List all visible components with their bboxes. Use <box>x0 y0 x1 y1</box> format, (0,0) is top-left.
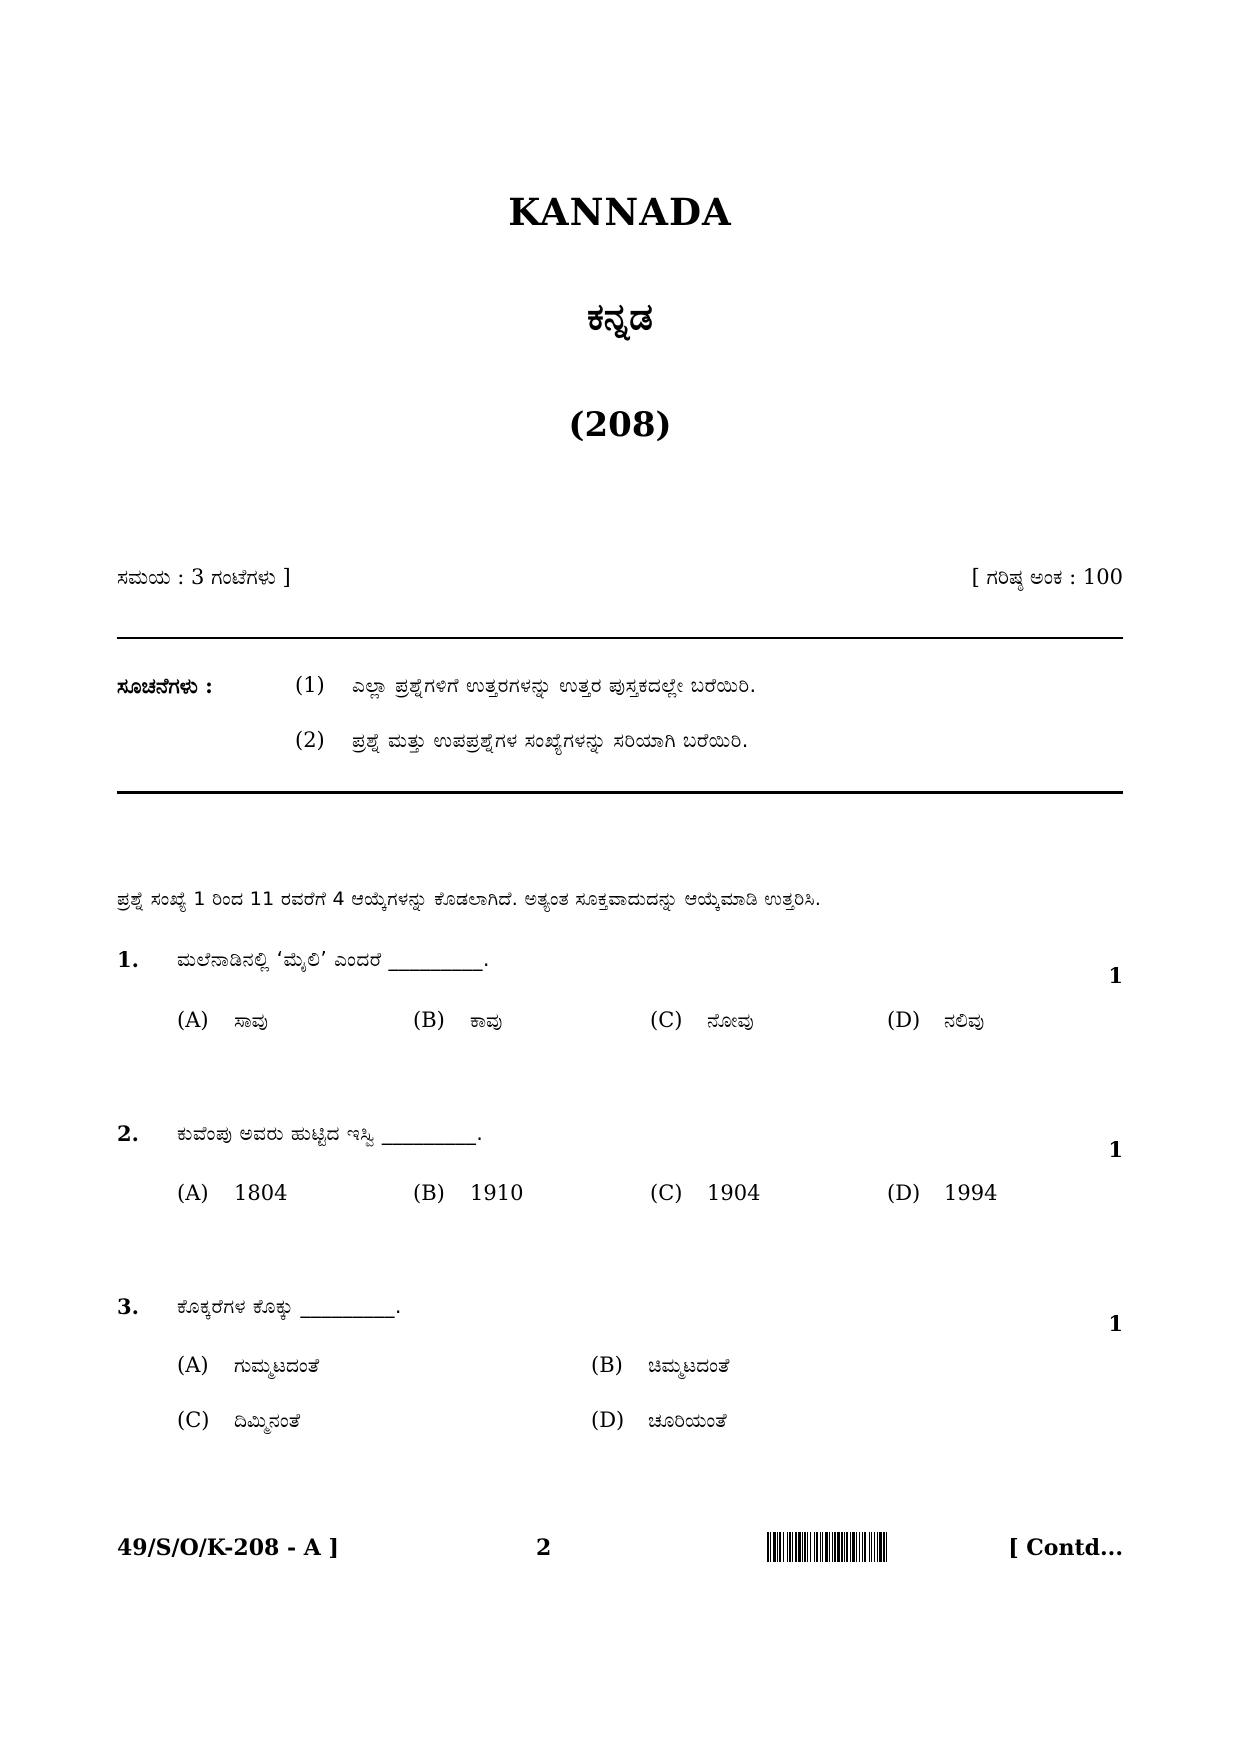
option-label: (C) <box>177 1408 210 1432</box>
option-value: ಚಿಮ್ಮಟದಂತೆ <box>648 1353 730 1377</box>
option-label: (C) <box>650 1008 683 1032</box>
option-label: (A) <box>177 1008 209 1032</box>
title-english: KANNADA <box>508 190 732 234</box>
time-allowed: ಸಮಯ : 3 ಗಂಟೆಗಳು ] <box>117 565 291 589</box>
option-b <box>413 1181 523 1205</box>
subject-code: (208) <box>568 405 672 445</box>
option-a <box>177 1181 287 1205</box>
option-label: (D) <box>591 1408 625 1432</box>
divider-bottom <box>117 791 1123 794</box>
option-value: ಗುಮ್ಮಟದಂತೆ <box>234 1353 320 1377</box>
barcode <box>767 1532 1025 1562</box>
option-label: (B) <box>591 1353 623 1377</box>
option-label: (C) <box>650 1181 683 1205</box>
barcode-bar <box>887 1532 889 1562</box>
option-a <box>177 1008 268 1032</box>
continued-label: [ Contd... <box>1008 1535 1123 1561</box>
option-value: ನೋವು <box>707 1008 754 1032</box>
option-label: (B) <box>413 1008 445 1032</box>
instruction-text: ಎಲ್ಲಾ ಪ್ರಶ್ನೆಗಳಿಗೆ ಉತ್ತರಗಳನ್ನು ಉತ್ತರ ಪುಸ್ತಕದಲ್ಲೇ ಬರೆಯಿರಿ. <box>352 673 757 697</box>
option-b <box>413 1008 502 1032</box>
option-value: 1904 <box>707 1181 761 1205</box>
question-marks: 1 <box>1108 963 1123 988</box>
max-marks: [ ಗರಿಷ್ಠ ಅಂಕ : 100 <box>971 565 1123 589</box>
option-value: ಚೂರಿಯಂತೆ <box>648 1408 727 1432</box>
option-d <box>887 1181 997 1205</box>
option-c <box>650 1181 760 1205</box>
paper-code: 49/S/O/K-208 - A ] <box>117 1535 339 1561</box>
question-marks: 1 <box>1108 1311 1123 1336</box>
instructions-label: ಸೂಚನೆಗಳು : <box>117 673 213 698</box>
question-text: ಮಲೆನಾಡಿನಲ್ಲಿ ‘ಮೈಲಿ’ ಎಂದರೆ _________. <box>177 947 490 971</box>
option-a <box>177 1353 319 1377</box>
instruction-number: (1) <box>295 673 325 697</box>
instruction-text: ಪ್ರಶ್ನೆ ಮತ್ತು ಉಪಪ್ರಶ್ನೆಗಳ ಸಂಖ್ಯೆಗಳನ್ನು ಸರಿಯಾಗಿ ಬರೆಯಿರಿ. <box>352 728 749 752</box>
option-label: (B) <box>413 1181 445 1205</box>
section-intro: ಪ್ರಶ್ನೆ ಸಂಖ್ಯೆ 1 ರಿಂದ 11 ರವರೆಗೆ 4 ಆಯ್ಕೆಗಳನ್ನು ಕೊಡಲಾಗಿದೆ. ಅತ್ಯಂತ ಸೂಕ್ತವಾದುದನ್ನು ಆಯ್ಕೆಮಾಡಿ ಉತ್ತರಿಸಿ. <box>117 888 822 910</box>
option-label: (A) <box>177 1181 209 1205</box>
option-value: ಸಾವು <box>234 1008 268 1032</box>
option-value: 1994 <box>944 1181 998 1205</box>
option-d <box>887 1008 984 1032</box>
option-value: ನಲಿವು <box>944 1008 985 1032</box>
question-number: 2. <box>117 1121 139 1146</box>
option-label: (D) <box>887 1181 921 1205</box>
question-number: 3. <box>117 1294 139 1319</box>
option-b <box>591 1353 729 1377</box>
option-value: 1804 <box>234 1181 288 1205</box>
question-text: ಕುವೆಂಪು ಅವರು ಹುಟ್ಟಿದ ಇಸ್ವಿ _________. <box>177 1121 484 1145</box>
option-value: ದಿಮ್ಮಿನಂತೆ <box>234 1408 301 1432</box>
option-c <box>177 1408 300 1432</box>
option-value: 1910 <box>470 1181 524 1205</box>
option-label: (A) <box>177 1353 209 1377</box>
option-value: ಕಾವು <box>470 1008 503 1032</box>
title-kannada: ಕನ್ನಡ <box>587 295 653 338</box>
page-number: 2 <box>536 1535 552 1561</box>
option-c <box>650 1008 754 1032</box>
question-marks: 1 <box>1108 1137 1123 1162</box>
instruction-number: (2) <box>295 728 325 752</box>
question-number: 1. <box>117 947 139 972</box>
option-d <box>591 1408 727 1432</box>
option-label: (D) <box>887 1008 921 1032</box>
divider-top <box>117 637 1123 639</box>
question-text: ಕೊಕ್ಕರೆಗಳ ಕೊಕ್ಕು _________. <box>177 1294 402 1318</box>
